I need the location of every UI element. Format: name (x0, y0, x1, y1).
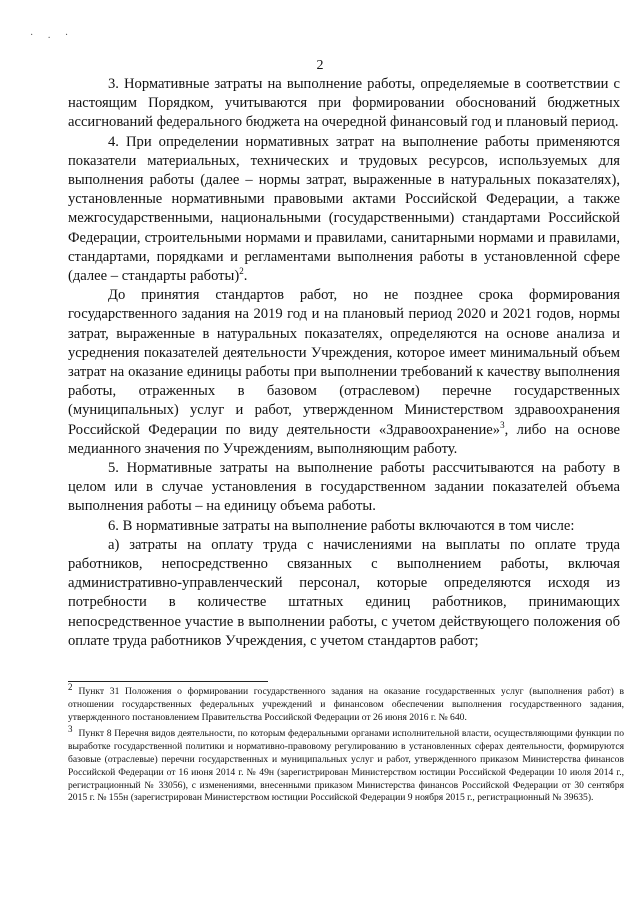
footnote-mark: 2 (68, 681, 73, 692)
footnote-ref-2[interactable]: 2 (239, 266, 244, 277)
footnote-2 (68, 681, 624, 724)
footnotes (68, 681, 624, 809)
footnote-text: Пункт 8 Перечня видов деятельности, по которым федеральными органами исполнительной власти, осуществляющими функции по выработке государственной политики и нормативно-правовому регулированию в установленных сферах деятельности, формируются базовые (отраслевые) перечни государственных и муниципальных услуг и работ, утвержденного приказом Министерства финансов Российской Федерации от 16 июня 2014 г. № 49н (зарегистрирован Министерством юстиции Российской Федерации 10 июля 2014 г., регистрационный № 33056), с изменениями, внесенными приказом Министерства финансов Российской Федерации от 30 сентября 2015 г. № 155н (зарегистрирован Министерством юстиции Российской Федерации 9 ноября 2015 г., регистрационный № 39635). (68, 728, 624, 804)
paragraph-standards-text: До принятия стандартов работ, но не позднее срока формирования государственного задания на 2019 год и на плановый период 2020 и 2021 годов, нормы затрат, выраженные в натуральных показателях, определяются на основе анализа и усреднения показателей деятельности Учреждения, которое имеет минимальный объем затрат на оказание единицы работы при выполнении требований к качеству выполнения работы, отраженных в базовом (отраслевом) перечне государственных (муниципальных) услуг и работ, утвержденном Министерством здравоохранения Российской Федерации по виду деятельности «Здравоохранение» (68, 287, 620, 438)
footnote-mark: 3 (68, 724, 73, 735)
paragraph-6a: а) затраты на оплату труда с начислениями на выплаты по оплате труда работников, непосредственно связанных с выполнением работы, включая административно-управленческий персонал, которые определяются исходя из потребности в количестве штатных единиц работников, принимающих непосредственное участие в выполнении работы, с учетом действующего положения об оплате труда работников Учреждения, с учетом стандартов работ; (68, 536, 620, 649)
paragraph-5: 5. Нормативные затраты на выполнение работы рассчитываются на работу в целом или в случае установления в государственном задании показателей объема выполнения работы – на единицу объема работы. (68, 460, 620, 515)
paragraph-4 (68, 133, 620, 287)
scan-specks: · . · (30, 30, 75, 41)
footnote-divider (68, 681, 268, 682)
paragraph-6: 6. В нормативные затраты на выполнение работы включаются в том числе: (108, 517, 575, 534)
paragraph-3: 3. Нормативные затраты на выполнение работы, определяемые в соответствии с настоящим Порядком, учитываются при формировании обоснований бюджетных ассигнований федерального бюджета на очередной финансовый год и плановый период. (68, 76, 620, 131)
page-number: 2 (316, 58, 324, 73)
paragraph-standards-tail: , либо на основе медианного значения по Учреждениям, выполняющим работу. (68, 421, 620, 457)
footnote-ref-3[interactable]: 3 (500, 419, 505, 430)
paragraph-4-tail: . (243, 268, 248, 285)
footnote-text: Пункт 31 Положения о формировании государственного задания на оказание государственных услуг (выполнения работ) в отношении государственных федеральных учреждений и финансовом обеспечении выполнения государственного задания, утвержденного постановлением Правительства Российской Федерации от 26 июня 2016 г. № 640. (68, 686, 624, 723)
footnote-3 (68, 724, 624, 805)
paragraph-standards (68, 286, 620, 459)
body-text (68, 75, 620, 651)
paragraph-4-text: 4. При определении нормативных затрат на выполнение работы применяются показатели материальных, технических и трудовых ресурсов, используемых для выполнения работы (далее – нормы затрат, выраженные в натуральных показателях), установленные нормативными правовыми актами Российской Федерации, а также межгосударственными, национальными (государственными) стандартами Российской Федерации, строительными нормами и правилами, санитарными нормами и правилами, стандартами, порядками и регламентами выполнения работы в установленной сфере (далее – стандарты работы) (68, 133, 620, 285)
